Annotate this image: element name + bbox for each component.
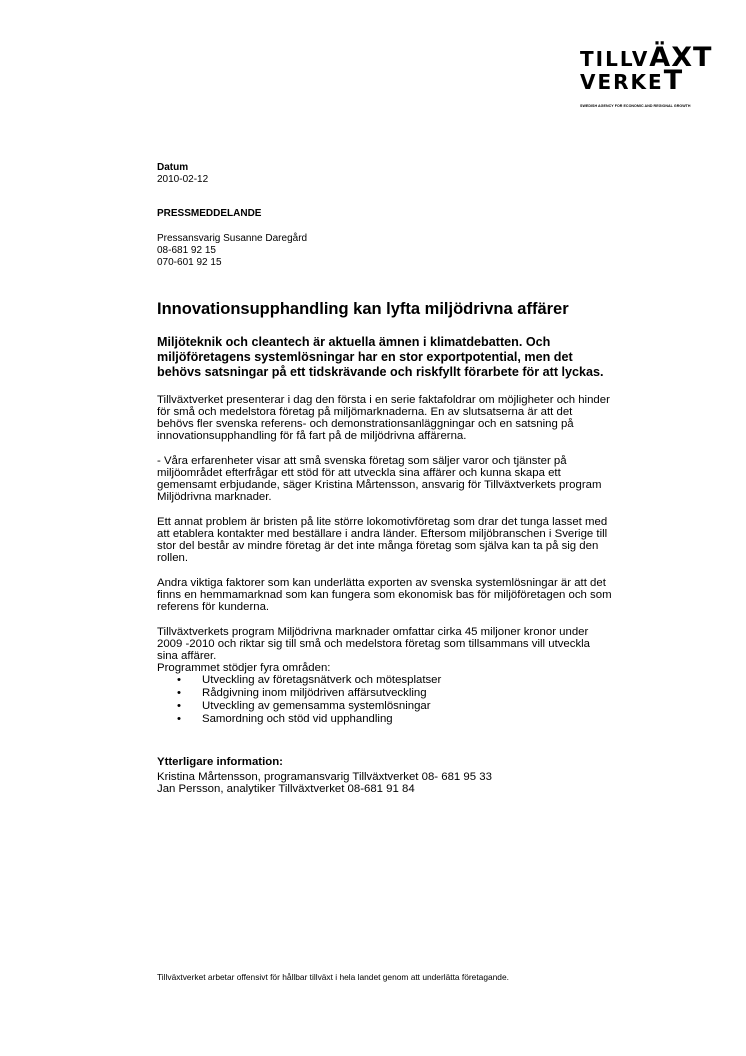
more-info-contact-1: Kristina Mårtensson, programansvarig Tillväxtverket 08- 681 95 33: [157, 771, 492, 783]
paragraph-line: innovationsupphandling för få fart på de miljödrivna affärerna.: [157, 430, 467, 442]
paragraph-line: för små och medelstora företag på miljömarknaderna. En av slutsatserna är att det: [157, 406, 573, 418]
list-item: [157, 687, 697, 700]
paragraph-line: behövs fler svenska referens- och demonstrationsanläggningar och en satsning på: [157, 418, 574, 430]
logo-tagline: SWEDISH AGENCY FOR ECONOMIC AND REGIONAL GROWTH: [580, 104, 691, 108]
paragraph-line: att etablera kontakter med beställare i andra länder. Eftersom miljöbranschen i Sverige till: [157, 528, 608, 540]
paragraph-line: miljöområdet efterfrågar ett stöd för att utveckla sina affärer och kunna skapa ett: [157, 467, 561, 479]
logo-line-2-end: T: [663, 65, 685, 96]
date-value: 2010-02-12: [157, 174, 209, 185]
list-item-text: Samordning och stöd vid upphandling: [202, 713, 393, 725]
paragraph-line: Programmet stödjer fyra områden:: [157, 662, 331, 674]
more-info-contact-2: Jan Persson, analytiker Tillväxtverket 08-681 91 84: [157, 783, 415, 795]
press-contact-phone-1: 08-681 92 15: [157, 245, 216, 256]
paragraph-line: gemensamt erbjudande, säger Kristina Mårtensson, ansvarig för Tillväxtverkets program: [157, 479, 602, 491]
bullet-icon: •: [177, 674, 181, 686]
bullet-icon: •: [177, 687, 181, 699]
lead-line: Miljöteknik och cleantech är aktuella ämnen i klimatdebatten. Och: [157, 335, 551, 349]
document-body: [157, 162, 697, 795]
program-areas-list: [157, 674, 697, 726]
paragraph-line: Tillväxtverkets program Miljödrivna marknader omfattar cirka 45 miljoner kronor under: [157, 626, 589, 638]
more-info-block: [157, 756, 697, 795]
date-label: Datum: [157, 162, 189, 173]
paragraph-line: 2009 -2010 och riktar sig till små och medelstora företag som tillsammans vill utveckla: [157, 638, 591, 650]
lead-line: miljöföretagens systemlösningar har en stor exportpotential, men det: [157, 350, 573, 364]
paragraph-5: [157, 626, 697, 674]
paragraph-line: sina affärer.: [157, 650, 217, 662]
list-item: [157, 713, 697, 726]
press-contact-name: Pressansvarig Susanne Daregård: [157, 233, 308, 244]
page-footer: Tillväxtverket arbetar offensivt för hållbar tillväxt i hela landet genom att underlätta företagande.: [157, 972, 509, 982]
bullet-icon: •: [177, 700, 181, 712]
tillvaxtverket-logo: [580, 42, 713, 108]
paragraph-line: Tillväxtverket presenterar i dag den första i en serie faktafoldrar om möjligheter och hinder: [157, 394, 610, 406]
logo-line-2-start: VERKE: [580, 70, 664, 94]
paragraph-line: Andra viktiga faktorer som kan underlätta exporten av svenska systemlösningar är att det: [157, 577, 606, 589]
paragraph-2: [157, 455, 697, 503]
paragraph-line: Ett annat problem är bristen på lite större lokomotivföretag som drar det tunga lasset med: [157, 516, 608, 528]
list-item: [157, 674, 697, 687]
paragraph-4: [157, 577, 697, 613]
list-item-text: Rådgivning inom miljödriven affärsutveckling: [202, 687, 427, 699]
document-type: PRESSMEDDELANDE: [157, 208, 262, 219]
paragraph-1: [157, 394, 697, 442]
paragraph-line: finns en hemmamarknad som kan fungera som ekonomisk bas för miljöföretagen och som: [157, 589, 612, 601]
list-item: [157, 700, 697, 713]
logo-line-1-end: ÄXT: [649, 42, 713, 73]
bullet-icon: •: [177, 713, 181, 725]
paragraph-line: Miljödrivna marknader.: [157, 491, 272, 503]
lead-line: behövs satsningar på ett tidskrävande och riskfyllt förarbete för att lyckas.: [157, 365, 604, 379]
list-item-text: Utveckling av företagsnätverk och mötesplatser: [202, 674, 442, 686]
article-headline: Innovationsupphandling kan lyfta miljödrivna affärer: [157, 300, 569, 318]
press-contact-block: [157, 233, 697, 269]
more-info-heading: Ytterligare information:: [157, 756, 283, 768]
paragraph-line: rollen.: [157, 552, 189, 564]
paragraph-line: referens för kunderna.: [157, 601, 270, 613]
list-item-text: Utveckling av gemensamma systemlösningar: [202, 700, 431, 712]
press-contact-phone-2: 070-601 92 15: [157, 257, 222, 268]
paragraph-3: [157, 516, 697, 564]
paragraph-line: stor del består av mindre företag är det inte många företag som själva kan ta på sig den: [157, 540, 599, 552]
article-lead: [157, 335, 697, 380]
paragraph-line: - Våra erfarenheter visar att små svenska företag som säljer varor och tjänster på: [157, 455, 567, 467]
logo-line-1-start: TILLV: [580, 47, 650, 71]
